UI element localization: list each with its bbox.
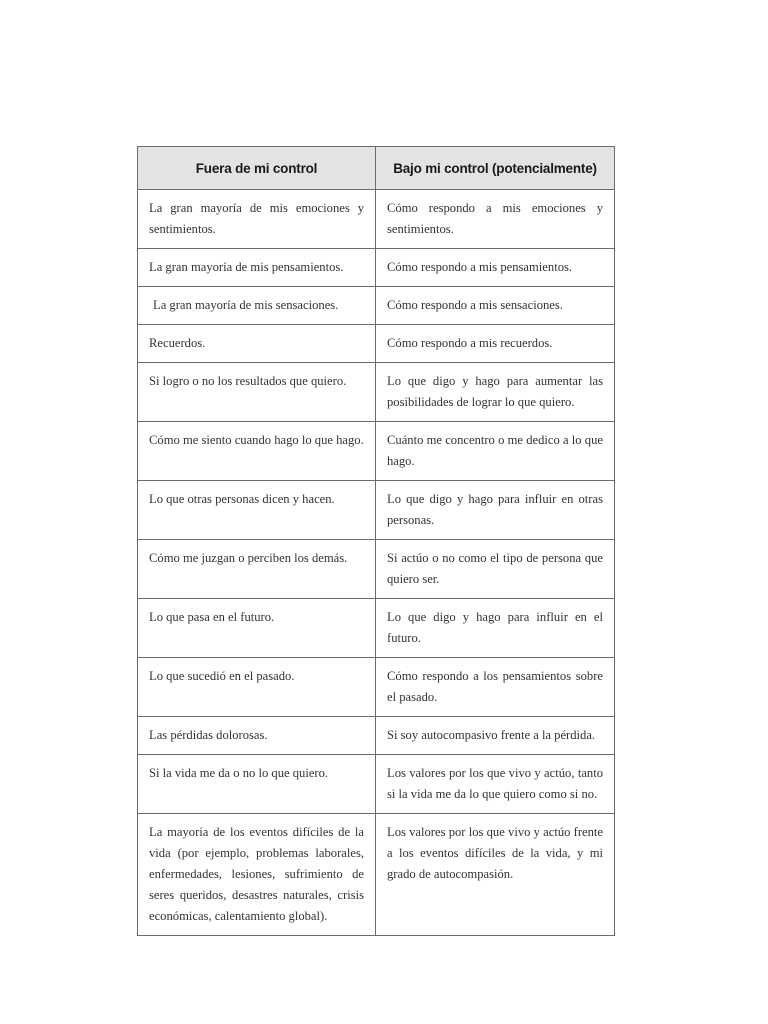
- table-row: [138, 481, 615, 540]
- table-row: [138, 540, 615, 599]
- table-row: [138, 190, 615, 249]
- cell-outside-control: La gran mayoría de mis emociones y sentimientos.: [138, 190, 376, 249]
- cell-under-control: Los valores por los que vivo y actúo, tanto si la vida me da lo que quiero como si no.: [376, 755, 615, 814]
- cell-outside-control: La gran mayoría de mis pensamientos.: [138, 249, 376, 287]
- table-row: [138, 287, 615, 325]
- table-body: [138, 190, 615, 936]
- cell-under-control: Cuánto me concentro o me dedico a lo que hago.: [376, 422, 615, 481]
- header-row: [138, 147, 615, 190]
- cell-outside-control: Si logro o no los resultados que quiero.: [138, 363, 376, 422]
- cell-outside-control: Lo que otras personas dicen y hacen.: [138, 481, 376, 540]
- cell-outside-control: La mayoría de los eventos difíciles de la vida (por ejemplo, problemas laborales, enfermedades, lesiones, sufrimiento de seres queridos, desastres naturales, crisis económicas, calentamiento global).: [138, 814, 376, 936]
- cell-under-control: Lo que digo y hago para influir en el futuro.: [376, 599, 615, 658]
- cell-under-control: Cómo respondo a mis pensamientos.: [376, 249, 615, 287]
- cell-under-control: Cómo respondo a mis emociones y sentimientos.: [376, 190, 615, 249]
- cell-outside-control: Cómo me siento cuando hago lo que hago.: [138, 422, 376, 481]
- table-row: [138, 363, 615, 422]
- header-outside-control: Fuera de mi control: [138, 147, 376, 190]
- cell-outside-control: Lo que pasa en el futuro.: [138, 599, 376, 658]
- cell-under-control: Los valores por los que vivo y actúo frente a los eventos difíciles de la vida, y mi grado de autocompasión.: [376, 814, 615, 936]
- header-under-control: Bajo mi control (potencialmente): [376, 147, 615, 190]
- table-row: [138, 325, 615, 363]
- cell-under-control: Lo que digo y hago para influir en otras personas.: [376, 481, 615, 540]
- table-row: [138, 658, 615, 717]
- table-row: [138, 717, 615, 755]
- cell-under-control: Lo que digo y hago para aumentar las posibilidades de lograr lo que quiero.: [376, 363, 615, 422]
- table-row: [138, 422, 615, 481]
- table-row: [138, 599, 615, 658]
- control-table: [137, 146, 615, 936]
- table-header: [138, 147, 615, 190]
- cell-outside-control: Recuerdos.: [138, 325, 376, 363]
- table-row: [138, 249, 615, 287]
- cell-under-control: Cómo respondo a los pensamientos sobre el pasado.: [376, 658, 615, 717]
- cell-outside-control: Lo que sucedió en el pasado.: [138, 658, 376, 717]
- cell-under-control: Cómo respondo a mis sensaciones.: [376, 287, 615, 325]
- cell-outside-control: Si la vida me da o no lo que quiero.: [138, 755, 376, 814]
- cell-outside-control: La gran mayoría de mis sensaciones.: [138, 287, 376, 325]
- cell-under-control: Cómo respondo a mis recuerdos.: [376, 325, 615, 363]
- table-row: [138, 755, 615, 814]
- cell-outside-control: Cómo me juzgan o perciben los demás.: [138, 540, 376, 599]
- cell-under-control: Si actúo o no como el tipo de persona que quiero ser.: [376, 540, 615, 599]
- cell-outside-control: Las pérdidas dolorosas.: [138, 717, 376, 755]
- cell-under-control: Si soy autocompasivo frente a la pérdida.: [376, 717, 615, 755]
- table-row: [138, 814, 615, 936]
